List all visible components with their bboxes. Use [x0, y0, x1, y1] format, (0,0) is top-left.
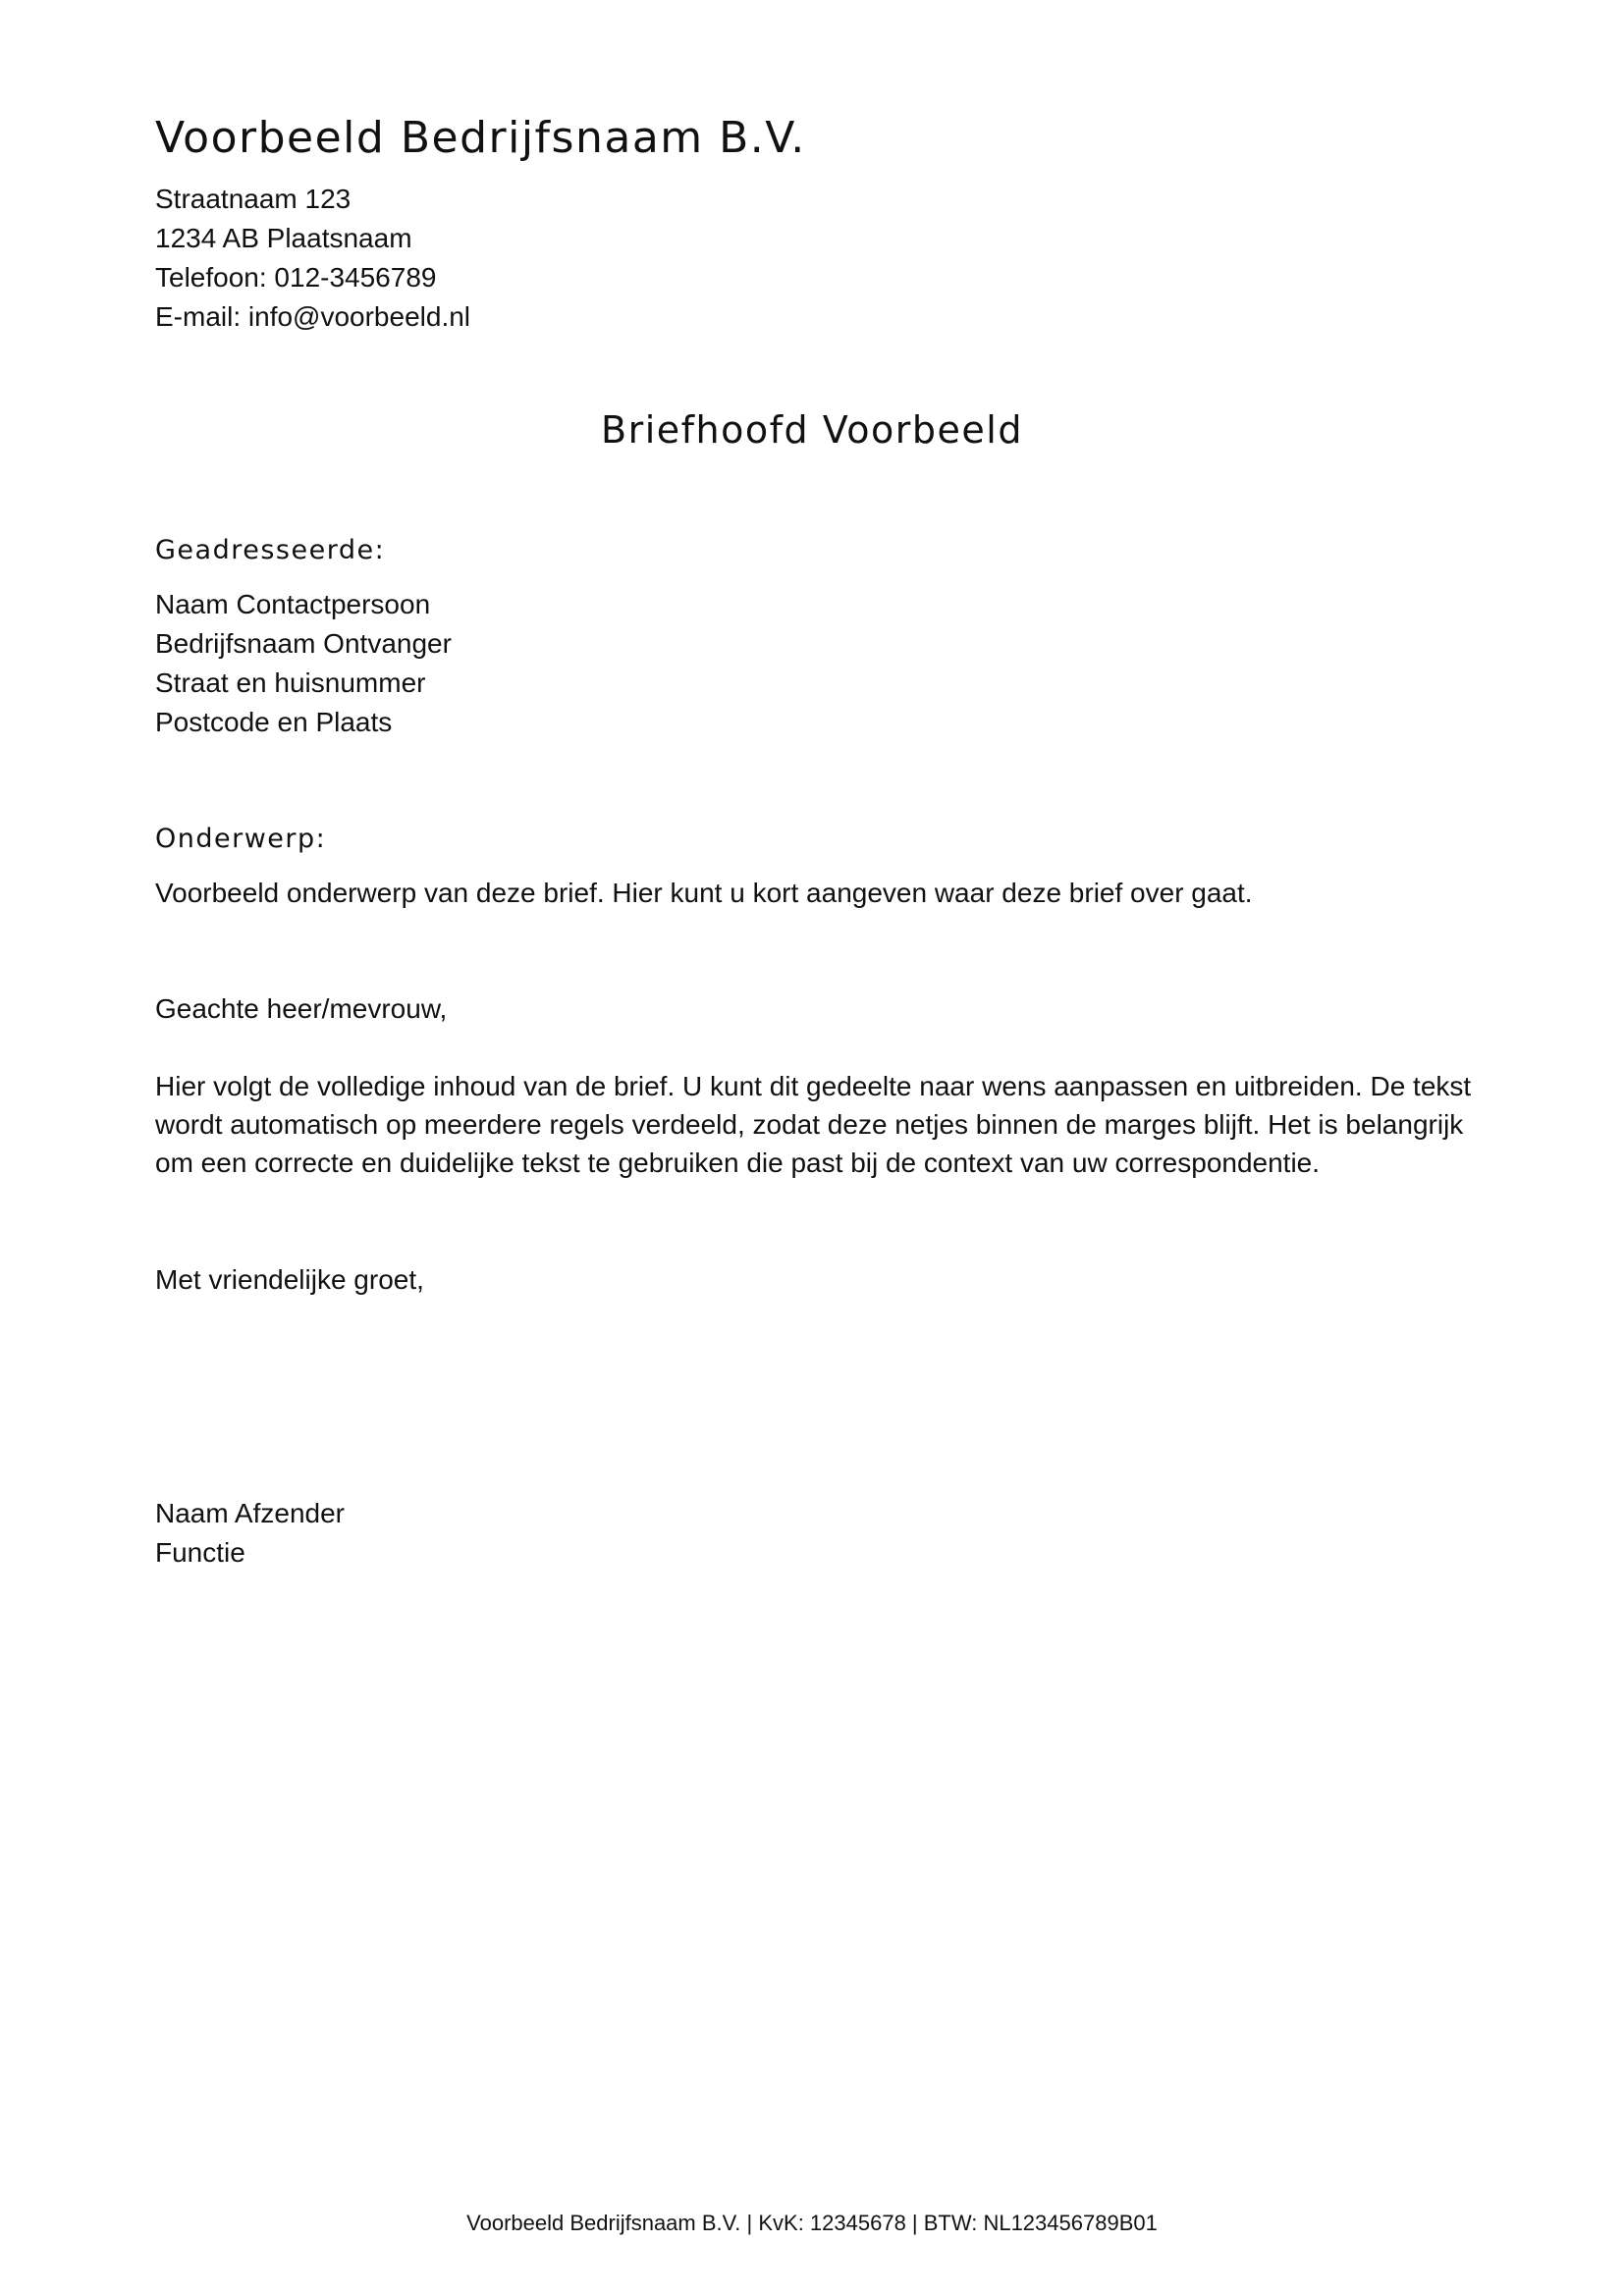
sender-postcode-city: 1234 AB Plaatsnaam [155, 223, 412, 253]
subject-text: Voorbeeld onderwerp van deze brief. Hier kunt u kort aangeven waar deze brief over gaat. [155, 878, 1253, 908]
subject-label: Onderwerp: [155, 824, 327, 854]
signature-name: Naam Afzender [155, 1498, 345, 1528]
footer-text: Voorbeeld Bedrijfsnaam B.V. | KvK: 12345678 | BTW: NL123456789B01 [466, 2211, 1158, 2235]
recipient-postcode-city: Postcode en Plaats [155, 707, 393, 737]
recipient-address-block [155, 585, 452, 742]
recipient-label: Geadresseerde: [155, 535, 386, 565]
signature-function: Functie [155, 1537, 245, 1568]
recipient-street: Straat en huisnummer [155, 667, 426, 698]
recipient-contact-name: Naam Contactpersoon [155, 589, 431, 619]
sender-phone: Telefoon: 012-3456789 [155, 262, 437, 293]
sender-street: Straatnaam 123 [155, 184, 352, 214]
signature-block [155, 1494, 345, 1573]
sender-company-name: Voorbeeld Bedrijfsnaam B.V. [155, 113, 806, 163]
closing: Met vriendelijke groet, [155, 1264, 424, 1295]
recipient-company-name: Bedrijfsnaam Ontvanger [155, 628, 452, 659]
letter-body: Hier volgt de volledige inhoud van de brief. U kunt dit gedeelte naar wens aanpassen en uitbreiden. De tekst wordt automatisch op meerdere regels verdeeld, zodat deze netjes binnen de marges blijft. Het is belangrijk om een correcte en duidelijke tekst te gebruiken die past bij de context van uw correspondentie. [155, 1071, 1472, 1178]
document-title: Briefhoofd Voorbeeld [601, 408, 1023, 452]
sender-email: E-mail: info@voorbeeld.nl [155, 301, 471, 332]
sender-address-block [155, 180, 470, 337]
salutation: Geachte heer/mevrouw, [155, 993, 448, 1024]
